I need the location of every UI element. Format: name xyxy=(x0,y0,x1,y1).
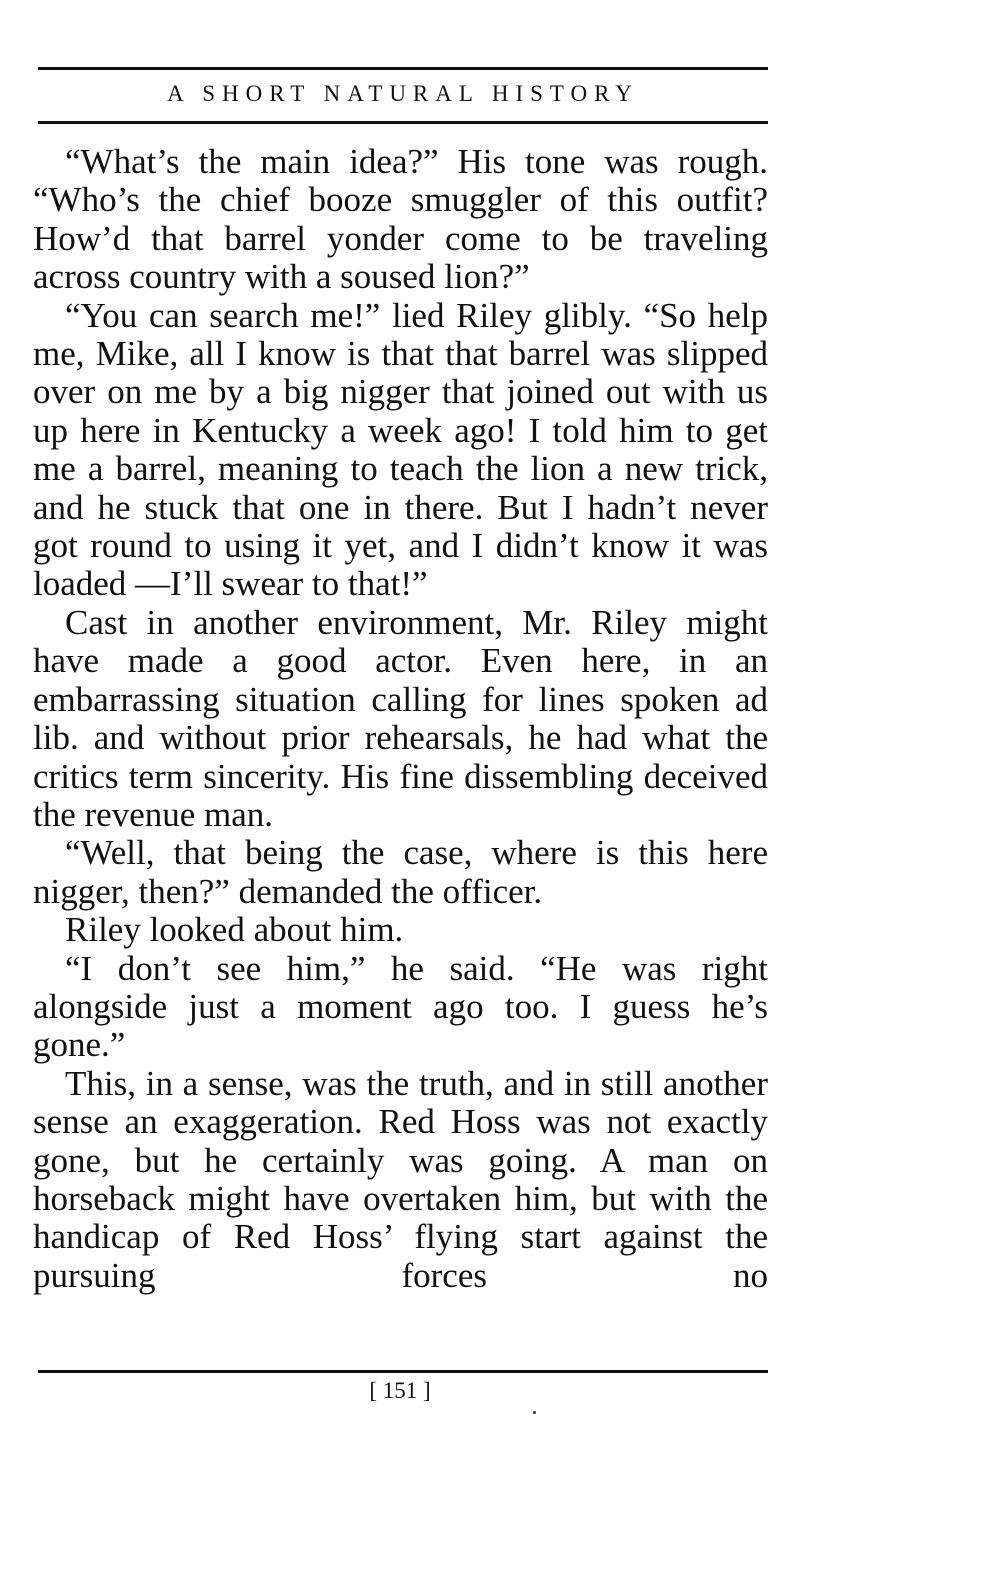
paragraph: Riley looked about him. xyxy=(65,910,404,950)
paragraph: “I don’t see him,” he said. “He was right alongside just a moment ago too. I guess he’s gone.” xyxy=(33,948,768,1065)
header-top-rule xyxy=(38,67,768,70)
paragraph: “You can search me!” lied Riley glibly. “So help me, Mike, all I know is that that barrel was slipped over on me by a big nigger that joined out with us up here in Kentucky a week ago! I told him to get me a barrel, meaning to teach the lion a new trick, and he stuck that one in there. But I hadn’t never got round to using it yet, and I didn’t know it was loaded —I’ll swear to that!” xyxy=(33,295,768,604)
header-bottom-rule xyxy=(38,121,768,124)
page-number: [ 151 ] xyxy=(369,1378,431,1403)
footer-rule xyxy=(38,1370,768,1373)
body-text xyxy=(33,143,768,1295)
running-head: A SHORT NATURAL HISTORY xyxy=(167,81,639,106)
paragraph: Cast in another environment, Mr. Riley might have made a good actor. Even here, in an embarrassing situation calling for lines spoken ad lib. and without prior rehearsals, he had what the critics term sincerity. His fine dissembling deceived the revenue man. xyxy=(33,602,768,834)
paragraph: This, in a sense, was the truth, and in still another sense an exaggeration. Red Hoss was not exactly gone, but he certainly was going. A man on horseback might have overtaken him, but with the handicap of Red Hoss’ flying start against the pursuing forces no xyxy=(33,1063,768,1295)
paragraph: “What’s the main idea?” His tone was rough. “Who’s the chief booze smuggler of this outfit? How’d that barrel yonder come to be traveling across country with a soused lion?” xyxy=(33,142,768,297)
paragraph: “Well, that being the case, where is this here nigger, then?” demanded the officer. xyxy=(33,833,768,911)
ink-speck xyxy=(533,1411,536,1414)
